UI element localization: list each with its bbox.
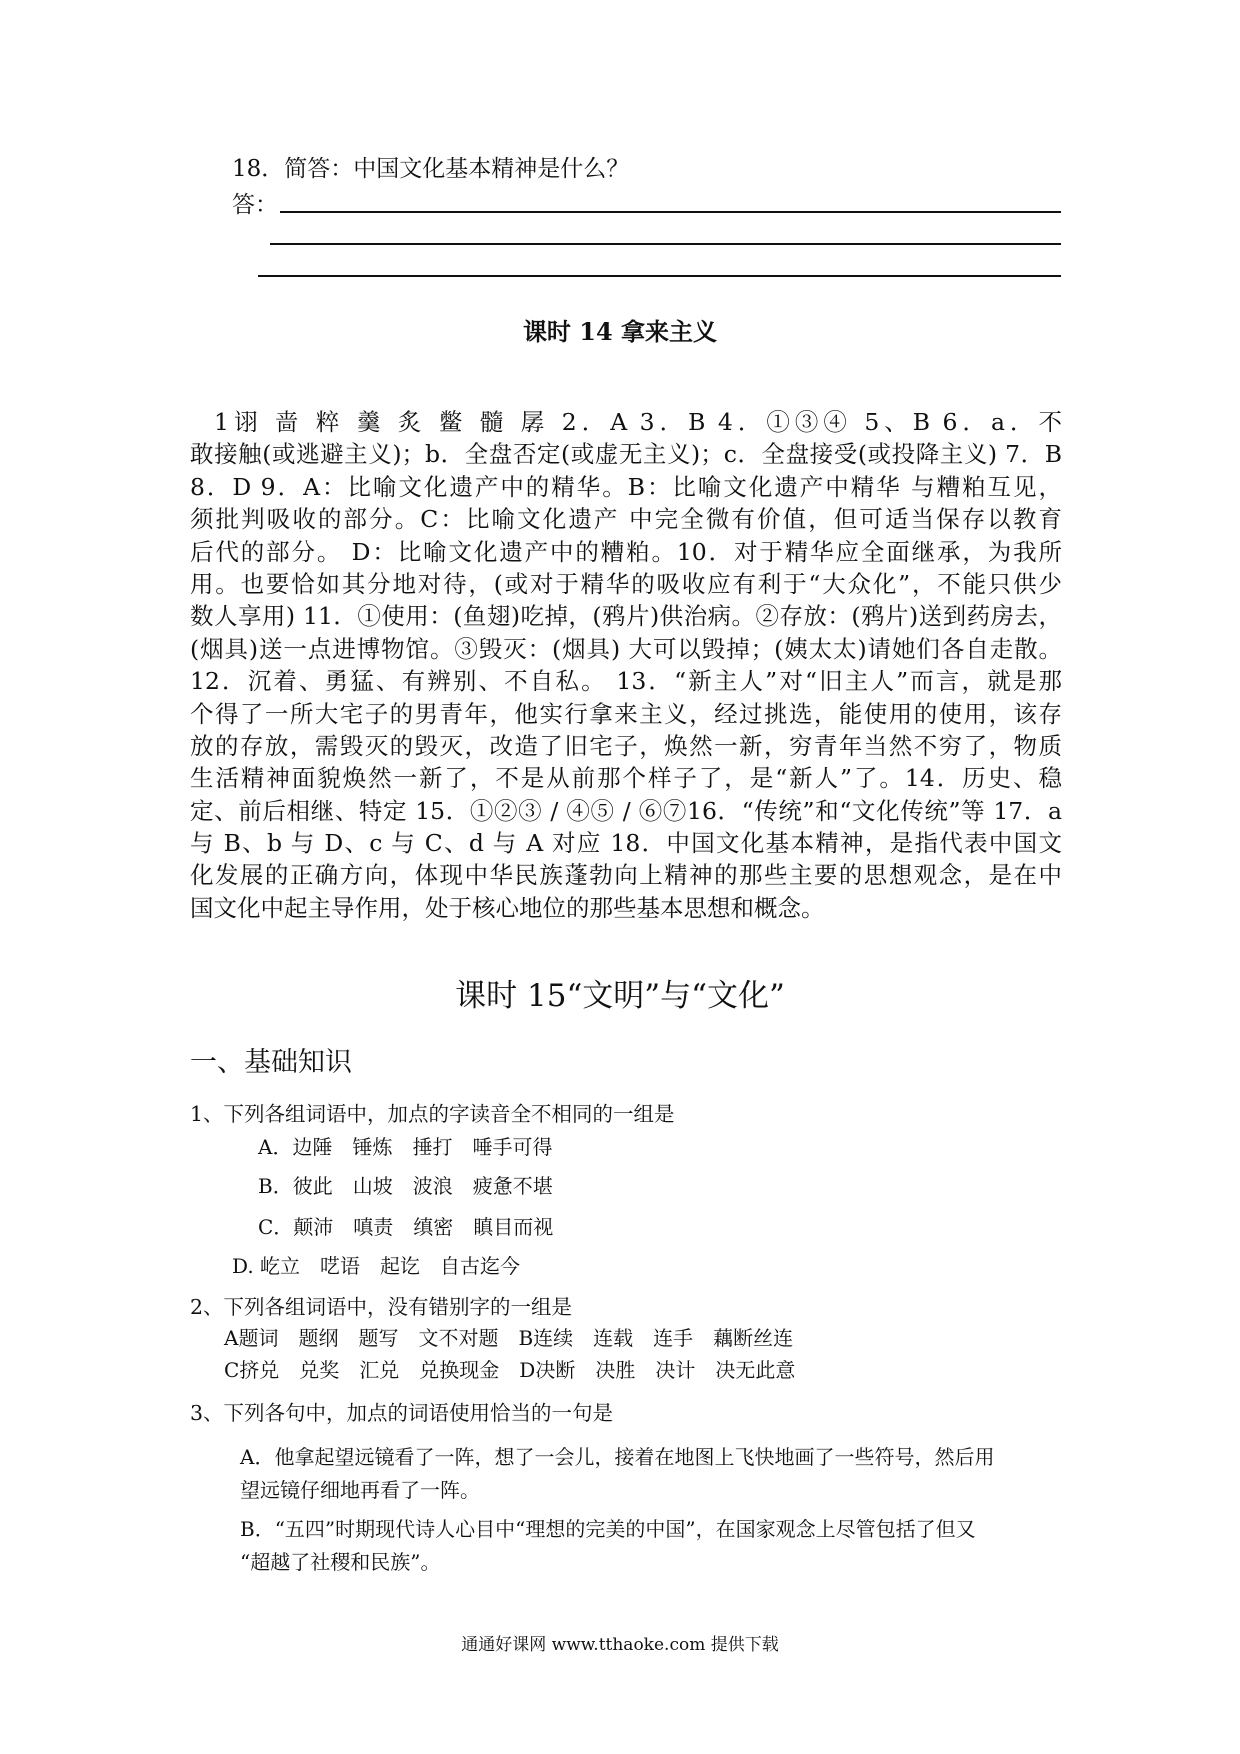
question-3-option-a-line-1: A．他拿起望远镜看了一阵，想了一会儿，接着在地图上飞快地画了一些符号，然后用 (240, 1445, 995, 1469)
question-1-option-b: B．彼此 山坡 波浪 疲惫不堪 (258, 1174, 553, 1198)
page-footer: 通通好课网 www.tthaoke.com 提供下载 (461, 1635, 779, 1655)
question-3-option-b-line-1: B．“五四”时期现代诗人心目中“理想的完美的中国”，在国家观念上尽管包括了但又 (240, 1517, 976, 1541)
answer-line-1 (280, 211, 1061, 213)
answer-line: 化发展的正确方向，体现中华民族蓬勃向上精神的那些主要的思想观念，是在中 (190, 861, 1062, 890)
lesson-14-answers (190, 406, 1062, 924)
question-3-option-b-line-2: “超越了社稷和民族”。 (240, 1550, 441, 1574)
answer-line: 定、前后相继、特定 15．①②③ / ④⑤ / ⑥⑦16．“传统”和“文化传统”等 17．a (190, 796, 1062, 825)
answer-line: 生活精神面貌焕然一新了，不是从前那个样子了，是“新人”了。14．历史、稳 (190, 764, 1062, 793)
lesson-15-title: 课时 15“文明”与“文化” (455, 978, 785, 1014)
answer-line-2 (270, 243, 1061, 245)
answer-line: 用。也要恰如其分地对待，(或对于精华的吸收应有利于“大众化”，不能只供少 (190, 569, 1062, 598)
answer-line: 与 B、b 与 D、c 与 C、d 与 A 对应 18．中国文化基本精神，是指代表中国文 (190, 829, 1062, 858)
answer-line: 数人享用) 11．①使用：(鱼翅)吃掉，(鸦片)供治病。②存放：(鸦片)送到药房去， (190, 602, 1062, 631)
question-1-option-a: A．边陲 锤炼 捶打 唾手可得 (258, 1135, 553, 1159)
answer-label: 答： (232, 192, 278, 218)
answer-line: 国文化中起主导作用，处于核心地位的那些基本思想和概念。 (190, 893, 825, 922)
lesson-14-title: 课时 14 拿来主义 (522, 317, 718, 346)
question-1-stem: 1、下列各组词语中，加点的字读音全不相同的一组是 (190, 1102, 675, 1126)
answer-line: 12．沉着、勇猛、有辨别、不自私。 13．“新主人”对“旧主人”而言，就是那 (190, 667, 1062, 696)
answer-line: 8．D 9．A：比喻文化遗产中的精华。B：比喻文化遗产中精华 与糟粕互见， (190, 472, 1062, 501)
question-1-option-c: C．颠沛 嗔责 缜密 瞋目而视 (258, 1215, 554, 1239)
question-1-option-d: D. 屹立 呓语 起讫 自古迄今 (232, 1254, 521, 1278)
question-18: 18．简答：中国文化基本精神是什么？ (232, 156, 630, 182)
answer-line: 敢接触(或逃避主义)；b．全盘否定(或虚无主义)；c．全盘接受(或投降主义) 7．B (190, 440, 1062, 469)
answer-line: 个得了一所大宅子的男青年，他实行拿来主义，经过挑选，能使用的使用，该存 (190, 699, 1062, 728)
answer-line: 放的存放，需毁灭的毁灭，改造了旧宅子，焕然一新，穷青年当然不穷了，物质 (190, 731, 1062, 760)
question-3-stem: 3、下列各句中，加点的词语使用恰当的一句是 (190, 1401, 614, 1425)
answer-line: 后代的部分。 D：比喻文化遗产中的糟粕。10．对于精华应全面继承，为我所 (190, 537, 1062, 566)
question-2-stem: 2、下列各组词语中，没有错别字的一组是 (190, 1295, 573, 1319)
question-2-options-ab: A题词 题纲 题写 文不对题 B连续 连载 连手 藕断丝连 (224, 1326, 794, 1350)
answer-line: 1诩 啬 粹 羹 炙 鳖 髓 孱 2．A 3．B 4．①③④ 5、B 6．a．不 (214, 408, 1062, 436)
question-2-options-cd: C挤兑 兑奖 汇兑 兑换现金 D决断 决胜 决计 决无此意 (224, 1358, 796, 1382)
answer-line: (烟具)送一点进博物馆。③毁灭：(烟具) 大可以毁掉；(姨太太)请她们各自走散。 (190, 634, 1062, 663)
answer-line: 须批判吸收的部分。C：比喻文化遗产 中完全微有价值，但可适当保存以教育 (190, 505, 1062, 534)
question-3-option-a-line-2: 望远镜仔细地再看了一阵。 (240, 1478, 480, 1502)
section-heading: 一、基础知识 (190, 1047, 352, 1078)
answer-line-3 (258, 275, 1061, 277)
